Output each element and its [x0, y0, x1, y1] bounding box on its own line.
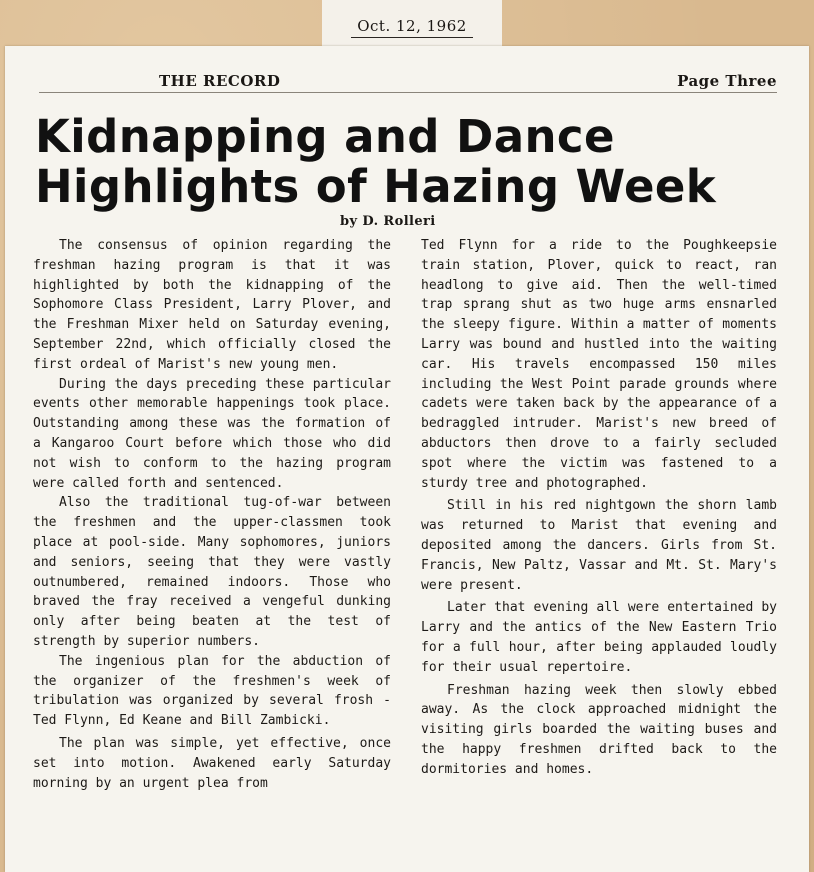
article-column-right: [421, 236, 777, 780]
paragraph: The ingenious plan for the abduction of the organizer of the freshmen's week of tribulation was organized by several frosh - Ted Flynn, Ed Keane and Bill Zambicki.: [33, 653, 391, 729]
paragraph: The plan was simple, yet effective, once set into motion. Awakened early Saturday morning by an urgent plea from: [33, 735, 391, 791]
article-column-left: [33, 236, 391, 793]
paragraph: Still in his red nightgown the shorn lamb was returned to Marist that evening and deposited among the dancers. Girls from St. Francis, New Paltz, Vassar and Mt. St. Mary's were present.: [421, 498, 777, 593]
paragraph: Ted Flynn for a ride to the Poughkeepsie train station, Plover, quick to react, ran headlong to give aid. Then the well-timed trap sprang shut as two huge arms ensnarled the sleepy figure. Within a matter of moments Larry was bound and hustled into the waiting car. His travels encompassed 150 miles including the West Point parade grounds where cadets were taken back by the appearance of a bedraggled intruder. Marist's new breed of abductors then drove to a fairly secluded spot where the victim was fastened to a sturdy tree and photographed.: [421, 238, 777, 491]
paragraph: The consensus of opinion regarding the freshman hazing program is that it was highlighted by both the kidnapping of the Sophomore Class President, Larry Plover, and the Freshman Mixer held on Saturday evening, September 22nd, which officially closed the first ordeal of Marist's new young men.: [33, 238, 391, 372]
paragraph: Also the traditional tug-of-war between the freshmen and the upper-classmen took place at pool-side. Many sophomores, juniors and seniors, seeing that they were vastly outnumbered, remained indoors. Those who braved the fray received a vengeful dunking only after being beaten at the test of strength by superior numbers.: [33, 495, 391, 649]
issue-date: Oct. 12, 1962: [351, 17, 473, 38]
paragraph: Later that evening all were entertained by Larry and the antics of the New Eastern Trio for a full hour, after being applauded loudly for their usual repertoire.: [421, 600, 777, 675]
article-headline: [35, 112, 795, 212]
byline: by D. Rolleri: [340, 214, 436, 229]
date-tab: [322, 0, 502, 46]
paper-name: THE RECORD: [159, 72, 281, 90]
page-number: Page Three: [677, 72, 777, 90]
headline-line-2: Highlights of Hazing Week: [35, 160, 717, 213]
headline-line-1: Kidnapping and Dance: [35, 110, 615, 163]
paragraph: Freshman hazing week then slowly ebbed away. As the clock approached midnight the visiting girls boarded the waiting buses and the happy freshmen drifted back to the dormitories and homes.: [421, 682, 777, 777]
running-head: [39, 66, 777, 93]
newspaper-page: [5, 46, 809, 872]
paragraph: During the days preceding these particular events other memorable happenings took place. Outstanding among these was the formation of a Kangaroo Court before which those who did not wish to conform to the hazing program were called forth and sentenced.: [33, 376, 391, 491]
